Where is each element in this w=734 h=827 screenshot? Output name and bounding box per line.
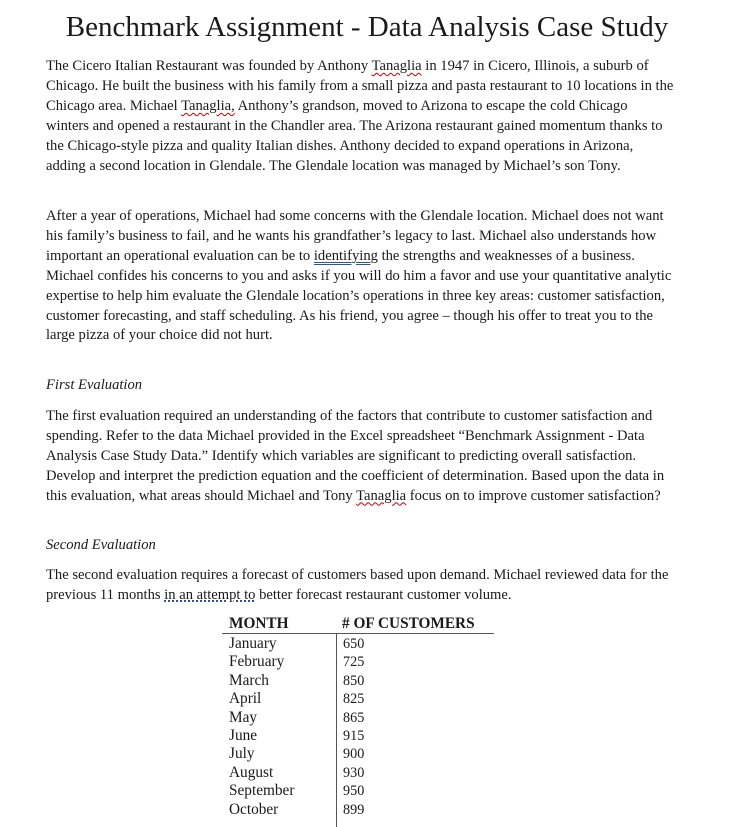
customers-table: [222, 613, 494, 827]
customers-cell: 899: [343, 801, 365, 818]
text-run: After a year of operations, Michael had some concerns with the Glendale location. Michael does not want his family’s business to fail, and he wants his grandfather’s legacy to last. Michael also understands how important an operational evaluation can be to: [46, 208, 664, 264]
text-run: the strengths and weaknesses of a business. Michael confides his concerns to you and asks if you will do him a favor and use your quantitative analytic expertise to help him evaluate the Glendale location’s operations in three key areas: customer satisfaction, customer forecasting, and staff scheduling. As his friend, you agree – though his offer to treat you to the large pizza of your choice did not hurt.: [46, 247, 672, 344]
paragraph-second-evaluation: [46, 566, 674, 606]
customers-cell: 725: [343, 654, 365, 671]
month-cell: June: [229, 726, 258, 744]
section-heading-first-evaluation: First Evaluation: [46, 377, 143, 393]
customers-cell: 825: [343, 691, 365, 708]
customers-cell: 930: [343, 764, 365, 781]
month-cell: January: [229, 635, 277, 652]
text-run: in 1947 in Cicero, Illinois, a suburb of Chicago. He built the business with his family from a small pizza and pasta restaurant to 10 locations in the Chicago area. Michael: [46, 58, 674, 114]
table-row: [222, 635, 494, 653]
paragraph-concerns: [46, 207, 674, 346]
month-cell: August: [229, 763, 274, 781]
table-row: [222, 782, 494, 800]
month-cell: October: [229, 800, 279, 818]
table-body: [222, 635, 494, 819]
month-cell: March: [229, 671, 269, 689]
text-run: better forecast restaurant customer volume.: [255, 586, 512, 603]
customers-cell: 865: [343, 709, 365, 726]
style-flag-phrase[interactable]: in an attempt to: [164, 586, 256, 603]
table-row: [222, 709, 494, 727]
table-row: [222, 764, 494, 782]
table-header-row: [222, 613, 494, 634]
customers-cell: 915: [343, 727, 365, 744]
section-heading-second-evaluation: Second Evaluation: [46, 537, 156, 553]
page-title: Benchmark Assignment - Data Analysis Case Study: [65, 11, 669, 43]
customers-cell: 950: [343, 783, 365, 800]
text-run: focus on to improve customer satisfaction?: [406, 487, 661, 504]
customers-cell: 900: [343, 746, 365, 763]
table-row: [222, 690, 494, 708]
customers-cell: 650: [343, 636, 365, 652]
month-cell: February: [229, 653, 285, 671]
table-row: [222, 653, 494, 671]
paragraph-background: [46, 57, 674, 176]
column-header-month: MONTH: [229, 615, 289, 632]
text-run: The second evaluation requires a forecast of customers based upon demand. Michael reviewed data for the previous 11 months: [46, 567, 669, 603]
spellcheck-word[interactable]: Tanaglia: [371, 58, 422, 74]
text-run: Anthony’s grandson, moved to Arizona to escape the cold Chicago winters and opened a restaurant in the Chandler area. The Arizona restaurant gained momentum thanks to the Chicago-style pizza and quality Italian dishes. Anthony decided to expand operations in Arizona, adding a second location in Glendale. The Glendale location was managed by Michael’s son Tony.: [46, 97, 663, 174]
text-run: The Cicero Italian Restaurant was founded by Anthony: [46, 58, 372, 74]
table-row: [222, 672, 494, 690]
paragraph-first-evaluation: [46, 407, 674, 507]
month-cell: September: [229, 782, 295, 800]
month-cell: May: [229, 708, 258, 726]
table-row: [222, 727, 494, 745]
month-cell: April: [229, 690, 262, 708]
table-row: [222, 801, 494, 819]
month-cell: July: [229, 745, 255, 763]
text-run: The first evaluation required an understanding of the factors that contribute to customer satisfaction and spending. Refer to the data Michael provided in the Excel spreadsheet “Benchmark Assignment - Data Analysis Case Study Data.” Identify which variables are significant to predicting overall satisfaction. Develop and interpret the prediction equation and the coefficient of determination. Based upon the data in this evaluation, what areas should Michael and Tony: [46, 408, 665, 504]
grammar-flag-word[interactable]: identifying: [313, 247, 378, 264]
spellcheck-word[interactable]: Tanaglia,: [181, 97, 235, 114]
column-header-customers: # OF CUSTOMERS: [342, 615, 475, 632]
spellcheck-word[interactable]: Tanaglia: [356, 487, 407, 504]
customers-cell: 850: [343, 672, 365, 689]
table-row: [222, 745, 494, 763]
